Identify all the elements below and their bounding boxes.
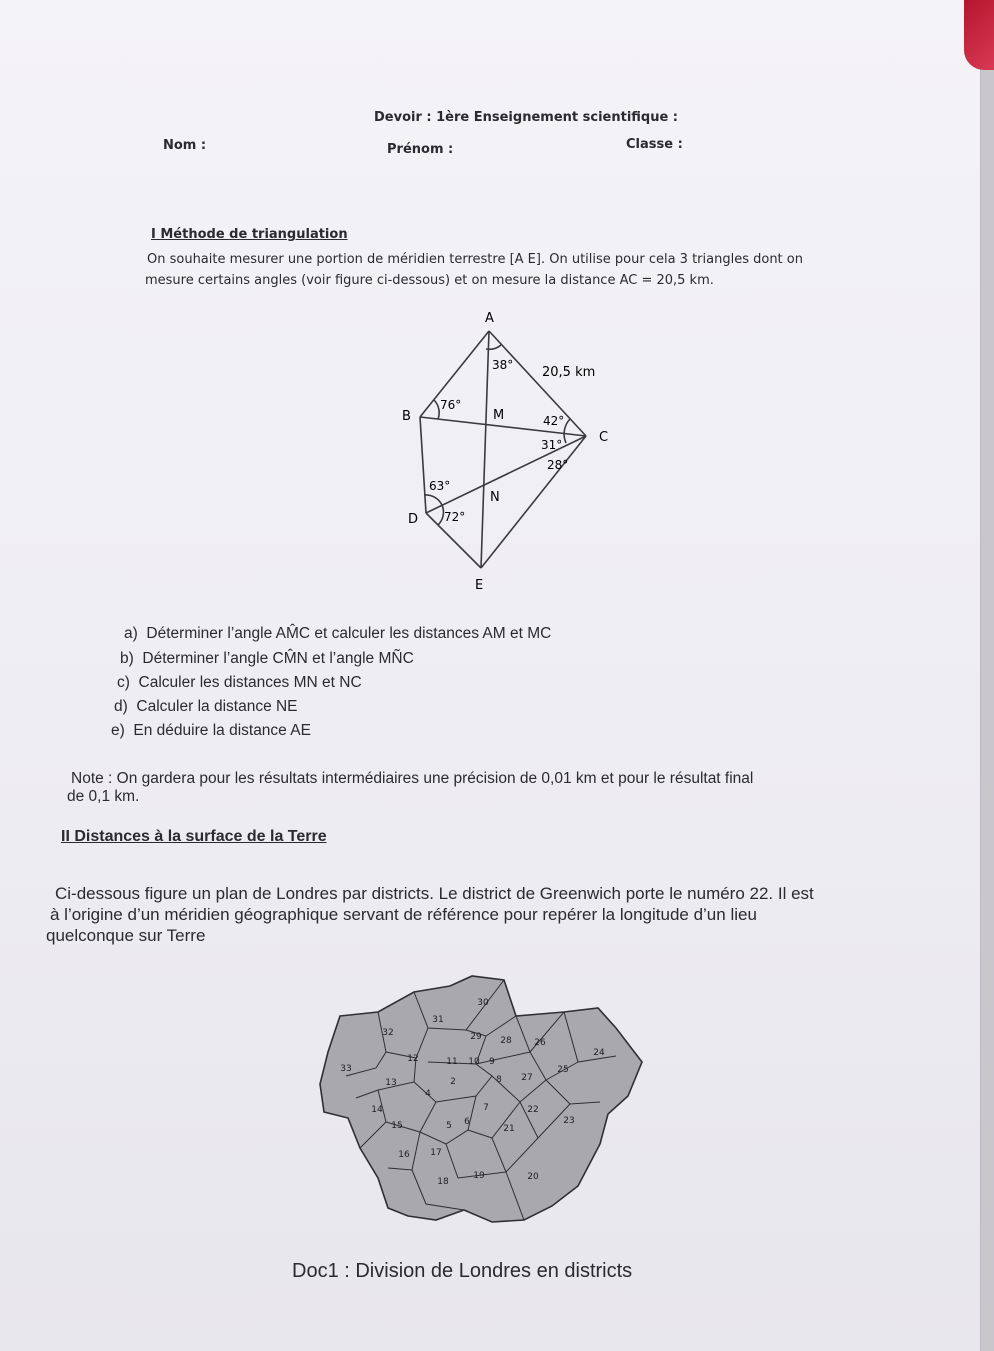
point-E: E — [475, 578, 484, 593]
question-c — [117, 674, 362, 692]
district-5: 5 — [446, 1121, 452, 1131]
angle-38-label: 38° — [492, 358, 514, 372]
point-C: C — [599, 430, 609, 445]
district-7: 7 — [483, 1103, 489, 1113]
section2-line2: à l’origine d’un méridien géographique servant de référence pour repérer la longitude d’un lieu — [50, 905, 757, 924]
section1-heading: I Méthode de triangulation — [151, 227, 348, 242]
distance-AC-label: 20,5 km — [542, 365, 596, 380]
district-9: 9 — [489, 1057, 495, 1067]
district-26: 26 — [534, 1038, 546, 1048]
question-d-text: Calculer la distance NE — [136, 698, 298, 715]
question-c-letter: c) — [117, 674, 130, 691]
angle-63-label: 63° — [429, 479, 451, 493]
point-B: B — [402, 409, 411, 424]
question-d — [114, 698, 298, 716]
question-b-text: Déterminer l’angle CM̂N et l’angle MÑC — [142, 650, 414, 667]
district-4: 4 — [425, 1089, 431, 1099]
district-29: 29 — [470, 1032, 482, 1042]
district-28: 28 — [500, 1036, 512, 1046]
district-12: 12 — [407, 1054, 419, 1064]
district-17: 17 — [430, 1148, 442, 1158]
angle-42-label: 42° — [543, 414, 565, 428]
assignment-title: Devoir : 1ère Enseignement scientifique : — [374, 110, 679, 125]
district-19: 19 — [473, 1171, 485, 1181]
map-caption: Doc1 : Division de Londres en districts — [292, 1260, 633, 1282]
district-30: 30 — [477, 998, 489, 1008]
question-a-letter: a) — [124, 625, 138, 642]
district-22: 22 — [527, 1105, 539, 1115]
question-e-text: En déduire la distance AE — [133, 722, 311, 739]
angle-arc-C — [564, 419, 570, 443]
red-folder-corner — [964, 0, 994, 70]
district-11: 11 — [446, 1057, 458, 1067]
district-13: 13 — [385, 1078, 397, 1088]
london-districts-map — [316, 972, 646, 1242]
question-e — [111, 722, 311, 740]
district-8: 8 — [496, 1075, 502, 1085]
question-c-text: Calculer les distances MN et NC — [138, 674, 362, 691]
segment-AE — [481, 331, 489, 568]
angle-72-label: 72° — [444, 510, 466, 524]
nom-label: Nom : — [163, 138, 207, 153]
note-line1: Note : On gardera pour les résultats intermédiaires une précision de 0,01 km et pour le résultat final — [71, 770, 754, 787]
question-b-letter: b) — [120, 650, 134, 667]
angle-arc-B — [434, 400, 439, 419]
question-a — [124, 625, 551, 643]
point-N: N — [490, 490, 500, 505]
point-D: D — [408, 512, 419, 527]
district-6: 6 — [464, 1117, 470, 1127]
question-d-letter: d) — [114, 698, 128, 715]
segment-BD — [420, 417, 426, 513]
district-10: 10 — [468, 1057, 480, 1067]
district-32: 32 — [382, 1028, 394, 1038]
district-21: 21 — [503, 1124, 515, 1134]
question-e-letter: e) — [111, 722, 125, 739]
district-16: 16 — [398, 1150, 410, 1160]
prenom-label: Prénom : — [387, 142, 454, 157]
question-a-text: Déterminer l’angle AM̂C et calculer les distances AM et MC — [146, 625, 552, 642]
district-23: 23 — [563, 1116, 575, 1126]
district-18: 18 — [437, 1177, 449, 1187]
section1-intro-line2: mesure certains angles (voir figure ci-dessous) et on mesure la distance AC = 20,5 km. — [145, 273, 714, 288]
district-14: 14 — [371, 1105, 383, 1115]
district-24: 24 — [593, 1048, 605, 1058]
district-33: 33 — [340, 1064, 352, 1074]
angle-31-label: 31° — [541, 438, 563, 452]
triangulation-figure — [390, 305, 620, 595]
district-20: 20 — [527, 1172, 539, 1182]
district-15: 15 — [391, 1121, 403, 1131]
district-2: 2 — [450, 1077, 456, 1087]
section2-line3: quelconque sur Terre — [46, 926, 206, 945]
point-A: A — [485, 311, 494, 326]
section2-heading: II Distances à la surface de la Terre — [61, 828, 327, 845]
district-27: 27 — [521, 1073, 533, 1083]
angle-28-label: 28° — [547, 458, 569, 472]
classe-label: Classe : — [626, 137, 683, 152]
angle-76-label: 76° — [440, 398, 462, 412]
note-line2: de 0,1 km. — [67, 788, 140, 805]
map-outline — [320, 976, 642, 1222]
question-b — [120, 650, 414, 668]
angle-arc-D-lower — [438, 505, 443, 525]
section2-line1: Ci-dessous figure un plan de Londres par districts. Le district de Greenwich porte le numéro 22. Il est — [55, 884, 814, 903]
district-31: 31 — [432, 1015, 444, 1025]
district-25: 25 — [557, 1065, 569, 1075]
point-M: M — [493, 408, 505, 423]
section1-intro-line1: On souhaite mesurer une portion de méridien terrestre [A E]. On utilise pour cela 3 triangles dont on — [147, 252, 803, 267]
angle-arc-D-upper — [424, 495, 442, 505]
